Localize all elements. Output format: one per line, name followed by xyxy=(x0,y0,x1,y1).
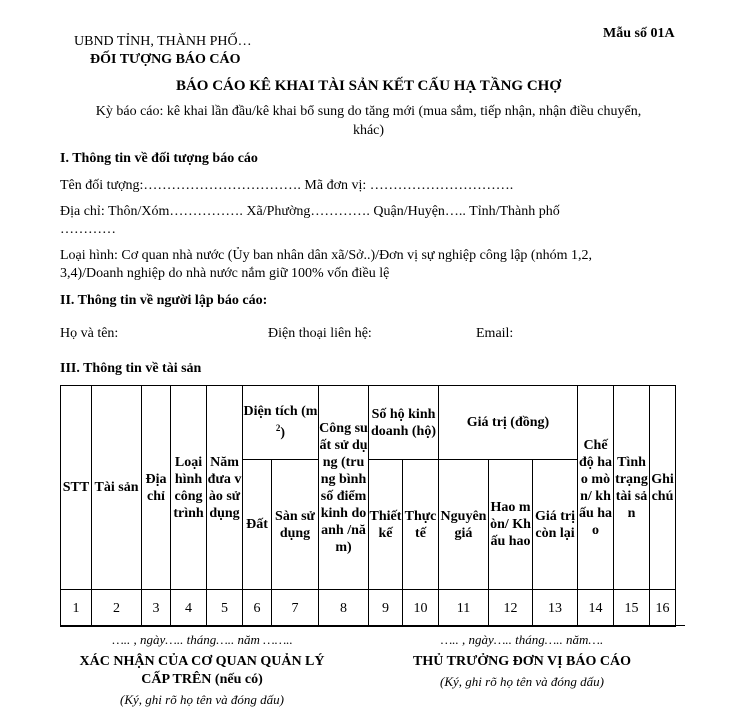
header-value: Giá trị (đồng) xyxy=(439,386,578,460)
section-3-heading: III. Thông tin về tài sản xyxy=(60,361,202,376)
asset-table xyxy=(60,385,676,627)
column-number: 9 xyxy=(369,590,403,627)
header-original: Nguyên giá xyxy=(439,460,489,590)
column-number: 12 xyxy=(489,590,533,627)
section-1-heading: I. Thông tin về đối tượng báo cáo xyxy=(60,151,258,166)
table-row xyxy=(61,590,676,627)
report-period-line2: khác) xyxy=(352,123,385,138)
header-design: Thiết kế xyxy=(369,460,403,590)
column-number: 8 xyxy=(319,590,369,627)
header-depreciation: Hao mòn/ Khấu hao xyxy=(489,460,533,590)
entity-name-line: Tên đối tượng:……………………………. Mã đơn vị: …………………………. xyxy=(60,178,514,193)
header-land: Đất xyxy=(243,460,272,590)
header-status: Tình trạng tài sản xyxy=(614,386,650,590)
column-number: 7 xyxy=(272,590,319,627)
reporter-email-label: Email: xyxy=(476,326,514,341)
left-signature-note: (Ký, ghi rõ họ tên và đóng dấu) xyxy=(120,692,284,707)
column-number: 14 xyxy=(578,590,614,627)
column-number: 4 xyxy=(171,590,207,627)
header-asset: Tài sản xyxy=(92,386,142,590)
column-number: 16 xyxy=(650,590,676,627)
header-area-sup: 2 xyxy=(275,423,281,434)
report-subject: ĐỐI TƯỢNG BÁO CÁO xyxy=(90,52,241,67)
header-households: Số hộ kinh doanh (hộ) xyxy=(369,386,439,460)
left-signature-title: XÁC NHẬN CỦA CƠ QUAN QUẢN LÝ xyxy=(79,654,325,669)
column-number: 15 xyxy=(614,590,650,627)
column-number: 6 xyxy=(243,590,272,627)
header-note: Ghi chú xyxy=(650,386,676,590)
header-regime: Chế độ hao mòn/ khấu hao xyxy=(578,386,614,590)
column-number: 13 xyxy=(533,590,578,627)
left-date-line: ….. , ngày….. tháng….. năm …….. xyxy=(112,632,293,647)
header-type: Loại hình công trình xyxy=(171,386,207,590)
header-area-close: ) xyxy=(280,425,286,441)
column-number: 2 xyxy=(92,590,142,627)
form-number: Mẫu số 01A xyxy=(603,26,675,41)
column-number: 10 xyxy=(403,590,439,627)
header-remaining: Giá trị còn lại xyxy=(533,460,578,590)
header-area xyxy=(243,386,319,460)
reporter-name-label: Họ và tên: xyxy=(60,326,119,341)
right-signature-note: (Ký, ghi rõ họ tên và đóng dấu) xyxy=(440,674,604,689)
table-bottom-rule xyxy=(60,625,685,626)
header-area-label: Diện tích (m xyxy=(243,404,318,420)
address-line: Địa chỉ: Thôn/Xóm……………. Xã/Phường…………. Quận/Huyện….. Tỉnh/Thành phố xyxy=(60,204,560,219)
left-signature-subtitle: CẤP TRÊN (nếu có) xyxy=(141,672,263,687)
entity-type-line: Loại hình: Cơ quan nhà nước (Ủy ban nhân dân xã/Sở..)/Đơn vị sự nghiệp công lập (nhóm 1,2, xyxy=(60,248,592,263)
address-line-cont: ………… xyxy=(60,222,116,237)
column-number: 3 xyxy=(142,590,171,627)
section-2-heading: II. Thông tin về người lập báo cáo: xyxy=(60,293,268,308)
header-address: Địa chỉ xyxy=(142,386,171,590)
report-period-line1: Kỳ báo cáo: kê khai lần đầu/kê khai bổ sung do tăng mới (mua sắm, tiếp nhận, nhận điều chuyển, xyxy=(95,104,642,119)
right-signature-title: THỦ TRƯỞNG ĐƠN VỊ BÁO CÁO xyxy=(413,654,631,669)
entity-type-line-cont: 3,4)/Doanh nghiệp do nhà nước nắm giữ 100% vốn điều lệ xyxy=(60,266,390,281)
column-number: 1 xyxy=(61,590,92,627)
header-floor: Sàn sử dụng xyxy=(272,460,319,590)
header-year: Năm đưa vào sử dụng xyxy=(207,386,243,590)
header-stt: STT xyxy=(61,386,92,590)
header-actual: Thực tế xyxy=(403,460,439,590)
reporter-phone-label: Điện thoại liên hệ: xyxy=(268,326,372,341)
column-number: 11 xyxy=(439,590,489,627)
column-number: 5 xyxy=(207,590,243,627)
agency-name: UBND TỈNH, THÀNH PHỐ… xyxy=(74,34,252,49)
page-title: BÁO CÁO KÊ KHAI TÀI SẢN KẾT CẤU HẠ TẦNG CHỢ xyxy=(175,78,562,94)
right-date-line: ….. , ngày….. tháng….. năm…. xyxy=(440,632,604,647)
header-capacity: Công suất sử dụng (trung bình số điểm kinh doanh /năm) xyxy=(319,386,369,590)
